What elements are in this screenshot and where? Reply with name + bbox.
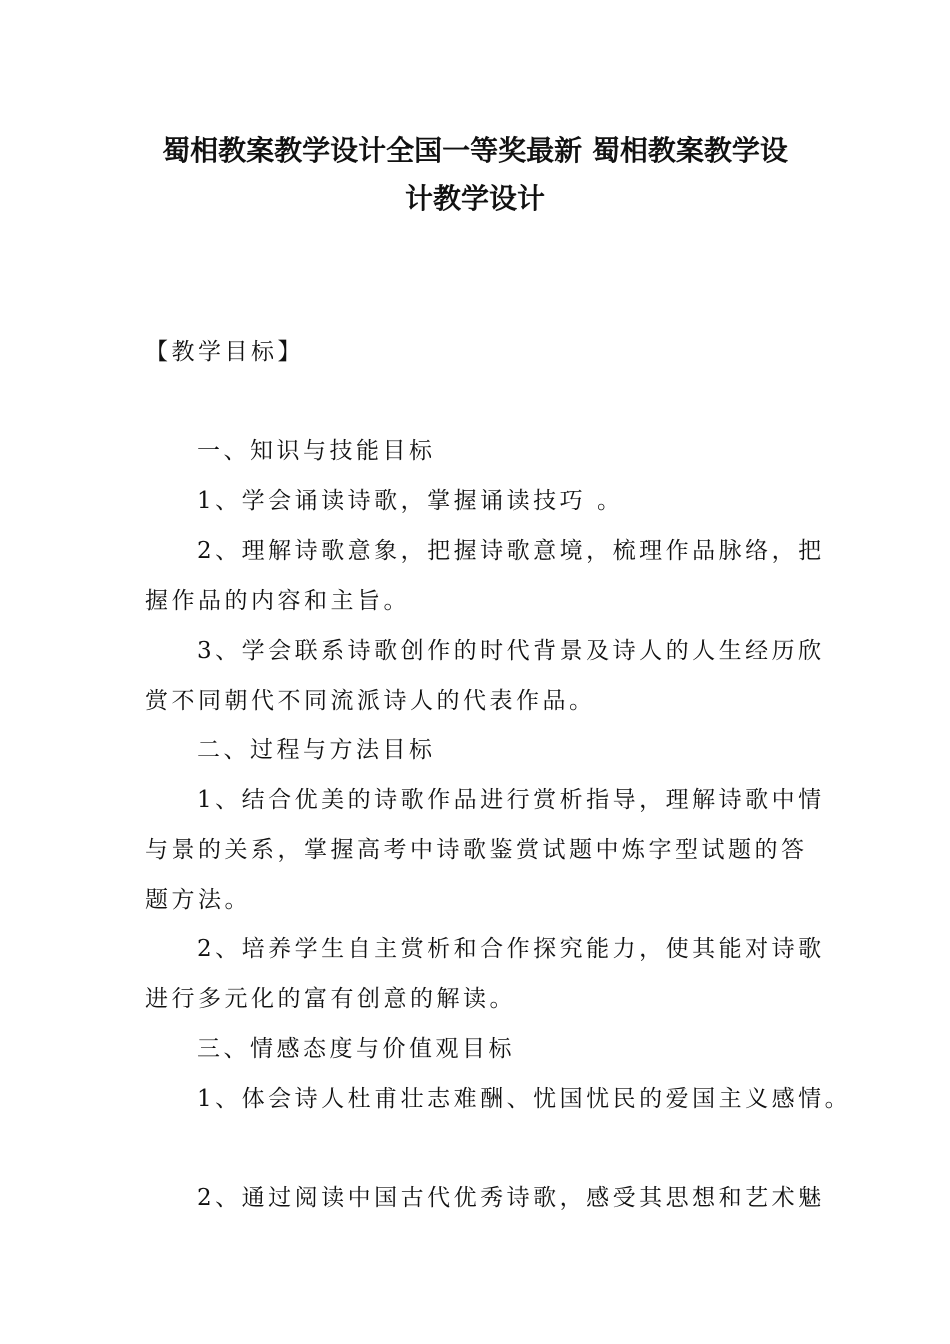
paragraph-line: 2、理解诗歌意象，把握诗歌意境，梳理作品脉络，把 — [197, 538, 825, 564]
paragraph-line: 1、体会诗人杜甫壮志难酬、忧国忧民的爱国主义感情。 — [197, 1086, 852, 1112]
title-line-1: 蜀相教案教学设计全国一等奖最新 蜀相教案教学设 — [162, 134, 788, 167]
paragraph-line: 2、培养学生自主赏析和合作探究能力，使其能对诗歌 — [197, 936, 825, 962]
title-line-2: 计教学设计 — [404, 182, 545, 215]
subheading-emotion-values: 三、情感态度与价值观目标 — [197, 1036, 515, 1062]
paragraph-line: 赏不同朝代不同流派诗人的代表作品。 — [145, 688, 596, 714]
subheading-knowledge-skills: 一、知识与技能目标 — [197, 438, 436, 464]
paragraph-line: 进行多元化的富有创意的解读。 — [145, 986, 516, 1012]
paragraph-line: 3、学会联系诗歌创作的时代背景及诗人的人生经历欣 — [197, 638, 825, 664]
paragraph-line: 握作品的内容和主旨。 — [145, 588, 410, 614]
subheading-process-method: 二、过程与方法目标 — [197, 737, 436, 763]
paragraph-line: 题方法。 — [145, 887, 251, 913]
paragraph-line: 2、通过阅读中国古代优秀诗歌，感受其思想和艺术魅 — [197, 1185, 825, 1211]
paragraph-line: 1、结合优美的诗歌作品进行赏析指导，理解诗歌中情 — [197, 787, 825, 813]
paragraph-line: 1、学会诵读诗歌，掌握诵读技巧 。 — [197, 488, 624, 514]
document-title — [100, 127, 850, 223]
section-heading: 【教学目标】 — [145, 339, 304, 365]
paragraph-line: 与景的关系，掌握高考中诗歌鉴赏试题中炼字型试题的答 — [145, 837, 808, 863]
